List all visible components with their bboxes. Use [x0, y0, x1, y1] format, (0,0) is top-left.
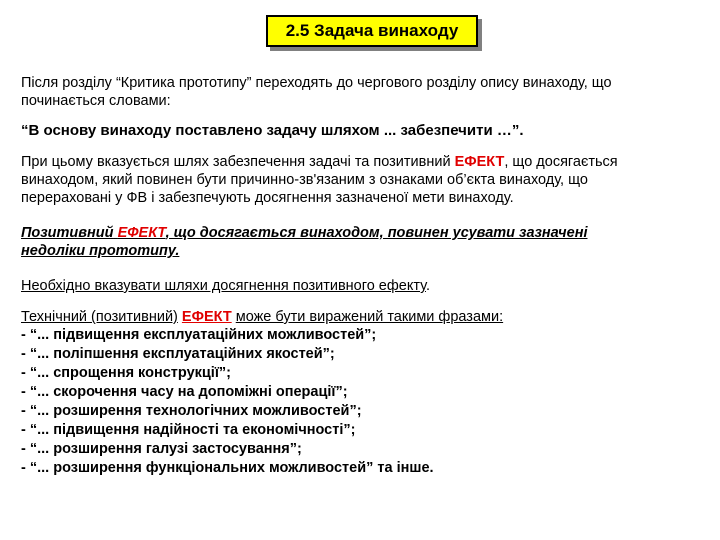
list-item: - “... розширення технологічних можливостей”;: [21, 403, 362, 419]
phrases-list: [21, 326, 701, 478]
ways-text: Необхідно вказувати шляхи досягнення позитивного ефекту: [21, 278, 426, 294]
slide-content: [21, 74, 701, 478]
intro-paragraph: [21, 74, 701, 110]
phrases-intro-start: Технічний (позитивний): [21, 309, 178, 325]
list-item: - “... розширення галузі застосування”;: [21, 441, 302, 457]
intro-line-1: Після розділу “Критика прототипу” переходять до чергового розділу опису винаходу, що: [21, 75, 612, 91]
template-phrase: “В основу винаходу поставлено задачу шляхом ... забезпечити …”.: [21, 122, 524, 139]
list-item: - “... скорочення часу на допоміжні операції”;: [21, 384, 348, 400]
list-item: - “... підвищення надійності та економічності”;: [21, 422, 356, 438]
list-item: - “... спрощення конструкції”;: [21, 365, 231, 381]
effect-paragraph-start: При цьому вказується шлях забезпечення задачі та позитивний: [21, 154, 451, 170]
effect-paragraph: [21, 153, 701, 207]
ways-paragraph: [21, 277, 701, 295]
list-item: - “... підвищення експлуатаційних можливостей”;: [21, 327, 377, 343]
intro-line-2: починається словами:: [21, 93, 171, 109]
effect-keyword: ЕФЕКТ: [117, 225, 166, 241]
phrases-intro-end: може бути виражений такими фразами:: [235, 309, 504, 325]
effect-keyword: ЕФЕКТ: [181, 309, 232, 325]
slide-title: 2.5 Задача винаходу: [266, 15, 478, 47]
effect-keyword: ЕФЕКТ: [454, 154, 505, 170]
list-item: - “... розширення функціональних можливостей” та інше.: [21, 460, 434, 476]
list-item: - “... поліпшення експлуатаційних якостей”;: [21, 346, 335, 362]
phrases-intro: [21, 308, 701, 326]
effect-paragraph-line1-end: , що досягається: [504, 154, 618, 170]
positive-effect-start: Позитивний: [21, 225, 114, 241]
effect-paragraph-line-2: винаходом, який повинен бути причинно-зв'язаним з ознаками об’єкта винаходу, що: [21, 172, 588, 188]
positive-effect-line1-end: , що досягається винаходом, повинен усувати зазначені: [165, 225, 588, 241]
positive-effect-line-2: недоліки прототипу.: [21, 243, 180, 259]
positive-effect-statement: [21, 224, 701, 260]
effect-paragraph-line-3: перераховані у ФВ і забезпечують досягнення зазначеної мети винаходу.: [21, 190, 514, 206]
ways-dot: .: [425, 278, 430, 294]
